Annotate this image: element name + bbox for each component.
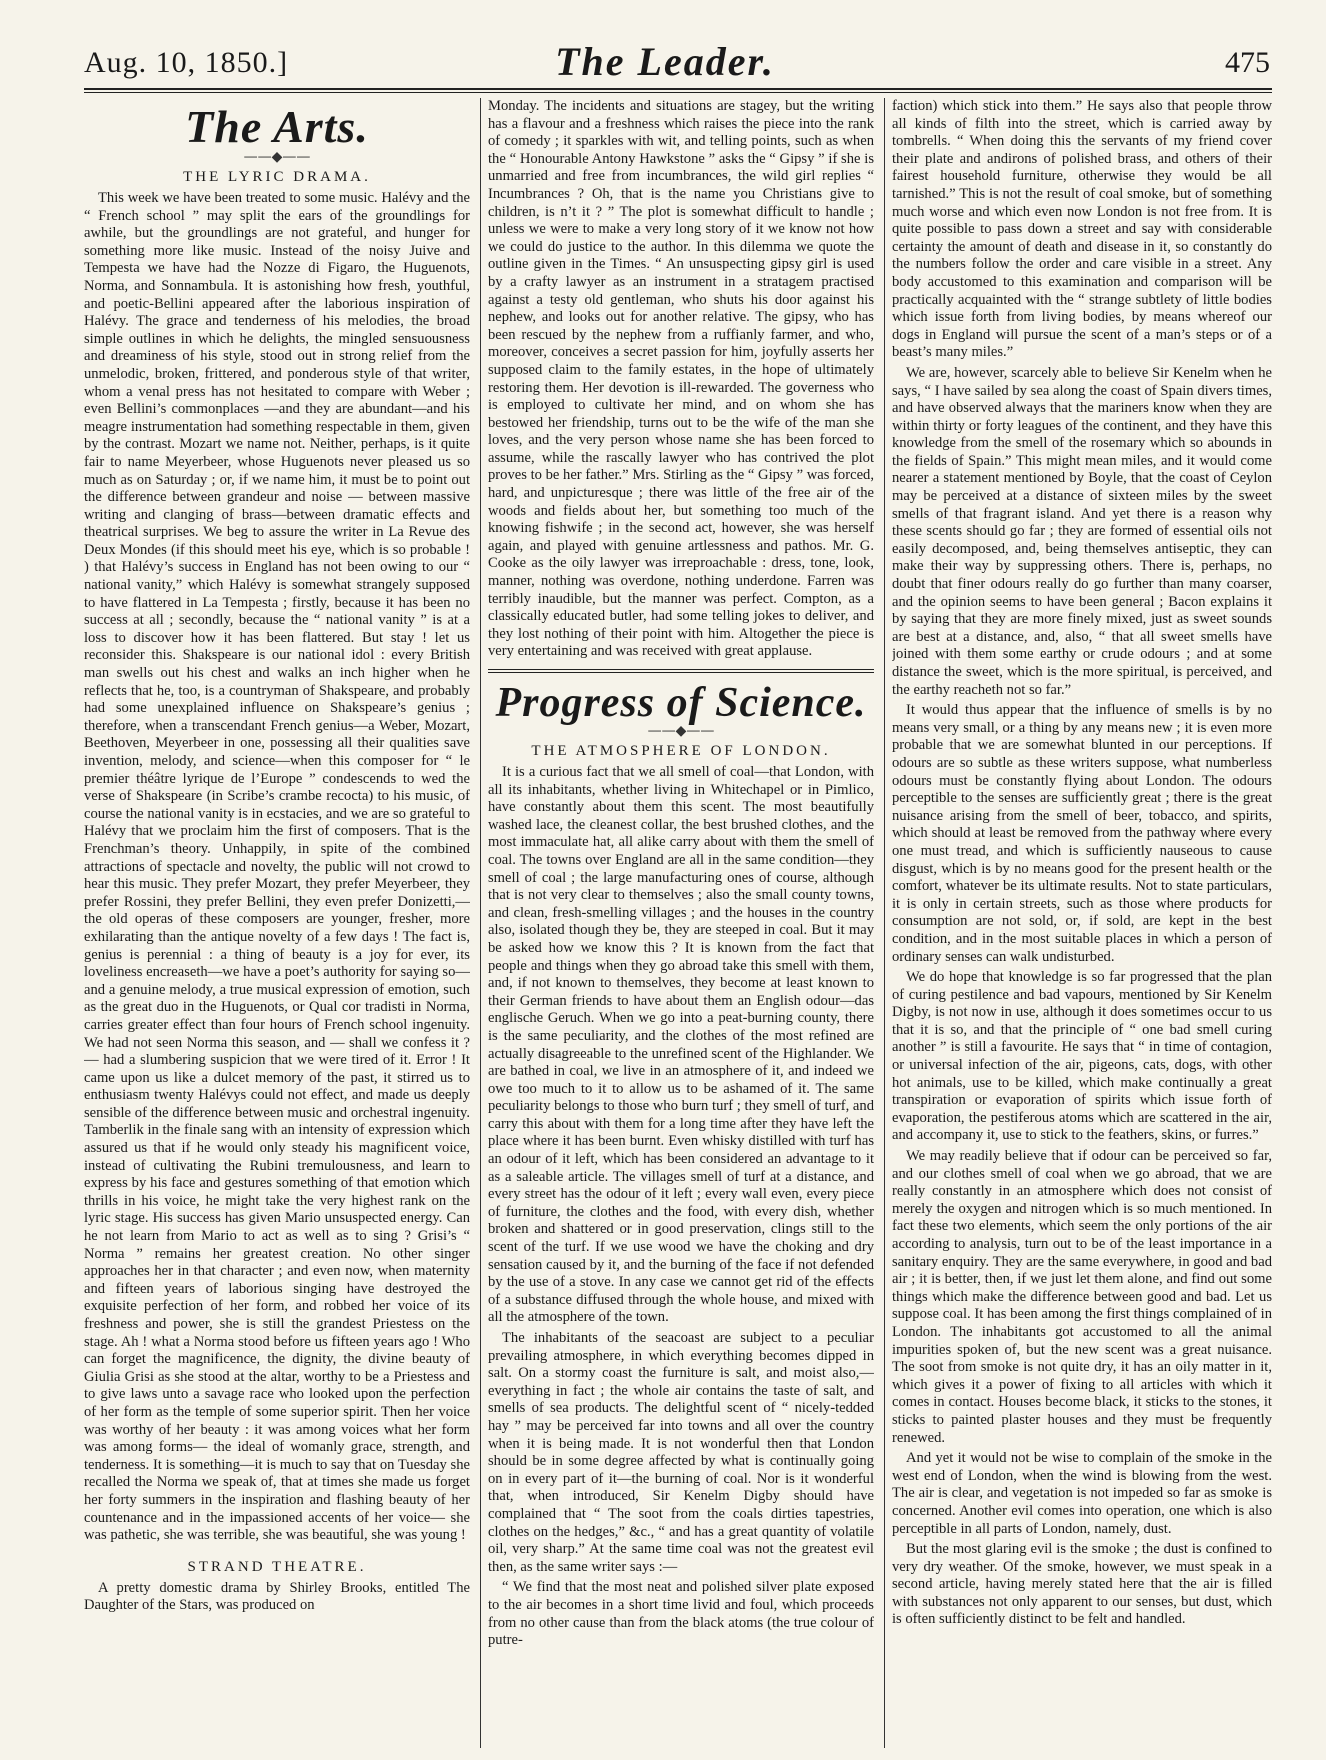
- masthead-rule-thin: [84, 92, 1272, 93]
- atmosphere-paragraph: The inhabitants of the seacoast are subject to a peculiar prevailing atmosphere, in which everything becomes dipped in salt. On a stormy coast the furniture is salt, and moist also,—everything in fact ; the whole air contains the taste of salt, and smells of sea products. The delightful scent of “ nicely-tedded hay ” may be perceived far into towns and all over the country when it is being made. It is not wonderful then that London should be in some degree affected by what is continually going on in every part of it—the burning of coal. Nor is it wonderful that, when introduced, Sir Kenelm Digby should have complained that “ The soot from the coals dirties tapestries, clothes on the hedges,” &c., “ and has a great quantity of volatile oil, very sharp.” At the same time coal was not the greatest evil then, as the same writer says :—: [488, 1330, 874, 1575]
- atmosphere-paragraph: faction) which stick into them.” He says also that people throw all kinds of filth into the street, which is carried away by tombrells. “ When doing this the servants of my friend cover their plate and andirons of polished brass, and others of their fairest household furniture, otherwise they would be all tarnished.” This is not the result of coal smoke, but of something much worse and which even now London is not free from. It is quite possible to pass down a street and say with considerable certainty the amount of death and disease in it, so constantly do the numbers follow the order and care visible in a street. Any body accustomed to this examination and comparison will be practically acquainted with the “ strange subtlety of little bodies which issue forth from living bodies, by means whereof our dogs in England will pursue the scent of a man’s steps or of a beast’s many miles.”: [892, 98, 1272, 361]
- strand-theatre-paragraph-start: A pretty domestic drama by Shirley Brooks, entitled The Daughter of the Stars, was produced on: [84, 1579, 470, 1614]
- column-3: [892, 98, 1272, 1748]
- atmosphere-paragraph: We are, however, scarcely able to believe Sir Kenelm when he says, “ I have sailed by sea along the coast of Spain divers times, and have observed always that the mariners know when they are within thirty or forty leagues of the continent, and they have this knowledge from the smell of the rosemary which so abounds in the fields of Spain.” This might mean miles, and it would come nearer a statement mentioned by Boyle, that the coast of Ceylon may be perceived at a distance of sixteen miles by the sweet smells of that fragrant island. And yet there is a reason why these scents should go far ; they are formed of essential oils not easily decomposed, and, being themselves antiseptic, they can make their way by suppressing others. There is, perhaps, no doubt that finer odours really do go further than many coarser, and the opinion seems to have been general ; Bacon explains it by saying that they are more finely mixed, just as sweet sounds are best at a distance, and, also, “ that all sweet smells have joined with them some earthy or crude odours ; and at some distance the sweet, which is the more spiritual, is perceived, and the earthy reacheth not so far.”: [892, 364, 1272, 698]
- atmosphere-quote: “ We find that the most neat and polished silver plate exposed to the air becomes in a short time livid and foul, which proceeds from no other cause than from the black atoms (the true colour of putre-: [488, 1579, 874, 1649]
- column-1: [84, 98, 470, 1748]
- strand-theatre-heading: STRAND THEATRE.: [187, 1558, 367, 1575]
- column-rule-1: [480, 98, 481, 1748]
- ornament-rule-icon: ——◆——: [647, 723, 715, 739]
- atmosphere-paragraph: It would thus appear that the influence of smells is by no means very small, or a thing by any means new ; it is even more probable that we are somewhat blunted in our perceptions. If odours are so subtle as these writers suppose, what numberless odours must be constantly flying about London. The odours perceptible to the senses are sufficiently great ; there is the great nuisance arising from the smell of beer, tobacco, and spirits, which should at least be removed from the pathway where every one must tread, and which is sufficiently nauseous to cause disgust, which is by no means good for the present health or the comfort, whatever be its ultimate results. Not to state particulars, it is only in certain streets, such as those where products for consumption are not sold, or, if sold, are kept in the best condition, and in the most suitable places in which a person of ordinary senses can walk undisturbed.: [892, 702, 1272, 965]
- atmosphere-paragraph: And yet it would not be wise to complain of the smoke in the west end of London, when the wind is blowing from the west. The air is clear, and vegetation is not impeded so far as smoke is concerned. Another evil comes into operation, one which is also perceptible in all parts of London, namely, dust.: [892, 1450, 1272, 1537]
- atmosphere-paragraph: We may readily believe that if odour can be perceived so far, and our clothes smell of coal when we go abroad, that we are really constantly in an atmosphere which does not consist of merely the oxygen and nitrogen which is so much mentioned. In fact these two elements, which seem the only portions of the air according to analysis, turn out to be of the least importance in a sanitary enquiry. They are the same everywhere, in good and bad air ; it is better, then, if we just let them alone, and find out some things which make the difference between good and bad. Let us suppose coal. It has been among the first things complained of in London. The inhabitants got accustomed to all the animal impurities spoken of, but the new scent was a great nuisance. The soot from smoke is not quite dry, it has an oily matter in it, which gives it a power of fixing to all articles with which it comes in contact. Houses become black, it sticks to the stones, it sticks to painted plaster houses and they must be frequently renewed.: [892, 1148, 1272, 1446]
- issue-date: Aug. 10, 1850.]: [84, 46, 289, 79]
- strand-theatre-paragraph-cont: Monday. The incidents and situations are stagey, but the writing has a flavour and a freshness which raises the piece into the rank of comedy ; it sparkles with wit, and telling points, such as when the “ Honourable Antony Hawkstone ” asks the “ Gipsy ” if she is unmarried and free from incumbrances, the wild girl replies “ Incumbrances ? Oh, that is the name you Christians give to children, is n’t it ? ” The plot is somewhat difficult to handle ; unless we were to make a very long story of it we know not how we could do justice to the author. In this dilemma we quote the outline given in the Times. “ An unsuspecting gipsy girl is used by a crafty lawyer as an instrument in a stratagem practised against a testy old gentleman, who shuts his door against his nephew, and looks out for another relative. The gipsy, who has been rescued by the nephew from a ruffianly farmer, and who, moreover, conceives a secret passion for him, joyfully asserts her supposed claim to the family estates, in the hope of ultimately restoring them. Her devotion is ill-rewarded. The governess who is employed to cultivate her mind, and on whom she has bestowed her friendship, turns out to be the wife of the man she loves, and the very person whose name she has been forced to assume, while the rascally lawyer who has contrived the plot proves to be her father.” Mrs. Stirling as the “ Gipsy ” was forced, hard, and unpicturesque ; there was little of the free air of the woods and fields about her, but something too much of the knowing fishwife ; in the second act, however, she was herself again, and played with genuine artlessness and pathos. Mr. G. Cooke as the oily lawyer was irreproachable : dress, tone, look, manner, nothing was overdone, nothing underdone. Farren was terribly inaudible, but the manner was perfect. Compton, as a classically educated butler, had some telling jokes to deliver, and they lost nothing of their point with him. Altogether the piece is very entertaining and was received with great applause.: [488, 98, 874, 660]
- masthead: [40, 0, 1290, 84]
- newspaper-title: The Leader.: [555, 39, 775, 84]
- newspaper-page: [40, 0, 1290, 1760]
- atmosphere-paragraph: But the most glaring evil is the smoke ; the dust is confined to very dry weather. Of the smoke, however, we must speak in a second article, having merely stated here that the air is filled with substances not only apparent to our senses, but dust, which is often sufficiently distinct to be felt and handled.: [892, 1541, 1272, 1628]
- arts-section-title: The Arts.: [185, 101, 369, 152]
- masthead-rule: [84, 88, 1272, 90]
- section-divider: [488, 669, 874, 670]
- atmosphere-paragraph: It is a curious fact that we all smell of coal—that London, with all its inhabitants, whether living in Whitechapel or in Pimlico, have constantly about them this scent. The most beautifully washed lace, the cleanest collar, the best brushed clothes, and the most immaculate hat, all alike carry about with them the smell of coal. The towns over England are all in the same condition—they smell of coal ; the large manufacturing ones of course, although that is not very clear to themselves ; also the small county towns, and clean, fresh-smelling villages ; and the houses in the country also, isolated though they be, they are steeped in coal. But it may be asked how we know this ? It is known from the fact that people and things when they go abroad take this smell with them, and, if not known to themselves, they become at least known to their German friends to have about them an English odour—das englische Geruch. When we go into a peat-burning county, there is the same peculiarity, and the clothes of the most refined are actually disagreeable to the unrefined scent of the Highlander. We are bathed in coal, we live in an atmosphere of it, and indeed we owe too much to it to allow us to be ashamed of it. The same peculiarity belongs to those who burn turf ; they smell of turf, and carry this about with them for a long time after they have left the place where it has been burnt. Even whisky distilled with turf has an odour of it left, which has been considered an advantage to it as a saleable article. The villages smell of turf at a distance, and every street has the odour of it left ; every wall even, every piece of furniture, the clothes and the food, with every dish, whether broken and shattered or in good preservation, clings still to the scent of the turf. If we use wood we have the choking and dry sensation caused by it, and the burning of the face if not defended by the use of a stove. In any case we cannot get rid of the effects of a substance diffused through the whole house, and mixed with all the atmosphere of the town.: [488, 764, 874, 1326]
- atmosphere-paragraph: We do hope that knowledge is so far progressed that the plan of curing pestilence and bad vapours, mentioned by Sir Kenelm Digby, is not now in use, although it does sometimes occur to us that it is so, and that the principle of “ one bad smell curing another ” is still a favourite. He says that “ in time of contagion, or universal infection of the air, pigeons, cats, dogs, with other hot animals, use to be killed, which make continually a great transpiration or evaporation of spirits which issue forth of evaporation, the pestiferous atoms which are scattered in the air, and accompany it, use to stick to the feathers, skins, or furres.”: [892, 969, 1272, 1144]
- column-2: [488, 98, 874, 1748]
- page-number: 475: [1225, 46, 1270, 79]
- ornament-rule-icon: ——◆——: [243, 149, 311, 165]
- column-rule-2: [884, 98, 885, 1748]
- section-divider-thin: [488, 672, 874, 673]
- lyric-drama-heading: THE LYRIC DRAMA.: [183, 169, 371, 185]
- atmosphere-heading: THE ATMOSPHERE OF LONDON.: [531, 743, 831, 759]
- lyric-drama-paragraph: This week we have been treated to some music. Halévy and the “ French school ” may split the ears of the groundlings for awhile, but the groundlings are not grateful, and hunger for something more like music. Instead of the noisy Juive and Tempesta we have had the Nozze di Figaro, the Huguenots, Norma, and Sonnambula. It is astonishing how fresh, youthful, and poetic-Bellini appeared after the laborious inspiration of Halévy. The grace and tenderness of his melodies, the broad simple outlines in which he delights, the mingled sensuousness and dreaminess of his style, stood out in strong relief from the unmelodic, broken, frittered, and ponderous style of that writer, whom a venal press has not hesitated to compare with Weber ; even Bellini’s commonplaces —and they are abundant—and his meagre instrumentation had something respectable in them, given by the contrast. Mozart we name not. Neither, perhaps, is it quite fair to name Meyerbeer, whose Huguenots never pleased us so much as on Saturday ; or, if we name him, it must be to point out the difference between grandeur and noise — between massive writing and clanging of brass—between dramatic effects and theatrical surprises. We beg to assure the writer in La Revue des Deux Mondes (if this should meet his eye, which is so probable ! ) that Halévy’s success in England has not been owing to our “ national vanity,” which Halévy is somewhat strangely supposed to have flattered in La Tempesta ; firstly, because it has been no success at all ; secondly, because the “ national vanity ” is at a loss to discover how it has been flattered. But stay ! let us reconsider this. Shakspeare is our national idol : every British man swells out his chest and walks an inch higher when he reflects that he, too, is a countryman of Shakspeare, and probably had some unexplained influence on Shakspeare’s genius ; therefore, when a transcendant French genius—a Weber, Mozart, Beethoven, Meyerbeer in one, possessing all their qualities save invention, melody, and science—when this composer for “ le premier théâtre lyrique de l’Europe ” condescends to wed the verse of Shakspeare (in Scribe’s crambe recocta) to his music, of course the national vanity is in ecstacies, and we are so grateful to Halévy that we proclaim him the first of composers. That is the Frenchman’s theory. Unhappily, in spite of the combined attractions of spectacle and novelty, the public will not crowd to hear this music. They prefer Mozart, they prefer Meyerbeer, they prefer Rossini, they prefer Bellini, they even prefer Donizetti,—the old operas of these composers are younger, fresher, more exhilarating than the antique novelty of a few days ! The fact is, genius is perennial : a thing of beauty is a joy for ever, its loveliness encreaseth—we have a poet’s authority for saying so—and a genuine melody, a true musical expression of emotion, such as the great duo in the Huguenots, or Qual cor tradisti in Norma, carries greater effect than four hours of French school ingenuity. We had not seen Norma this season, and — shall we confess it ? — had a slumbering suspicion that we were tired of it. Error ! It came upon us like a dulcet memory of the past, it stirred us to enthusiasm twenty Halévys could not effect, and made us deeply sensible of the difference between music and orchestral ingenuity. Tamberlik in the finale sang with an intensity of expression which assured us that if he would only steady his magnificent voice, instead of cultivating the Rubini tremulousness, and learn to express by his face and gestures something of that emotion which thrills in his voice, he might take the very highest rank on the lyric stage. His success has given Mario unsuspected energy. Can he not learn from Mario to act as well as to sing ? Grisi’s “ Norma ” remains her greatest creation. No other singer approaches her in that character ; and even now, when maternity and fifteen years of laborious singing have destroyed the exquisite perfection of her form, and robbed her voice of its freshness and power, she is still the grandest Priestess on the stage. Ah ! what a Norma stood before us fifteen years ago ! Who can forget the magnificence, the dignity, the divine beauty of Giulia Grisi as she stood at the altar, worthy to be a Priestess and to give laws unto a savage race who looked upon the perfection of her form as the temple of some superior spirit. Then her voice was worthy of her beauty : it was among voices what her form was among forms— the ideal of womanly grace, strength, and tenderness. It is something—it is much to say that on Tuesday she recalled the Norma we speak of, that at times she made us forget her forty summers in the inspiration and flashing beauty of her countenance and in the impassioned accents of her voice— she was pathetic, she was terrible, she was beautiful, she was young !: [84, 190, 470, 1544]
- science-section-title: Progress of Science.: [495, 680, 867, 726]
